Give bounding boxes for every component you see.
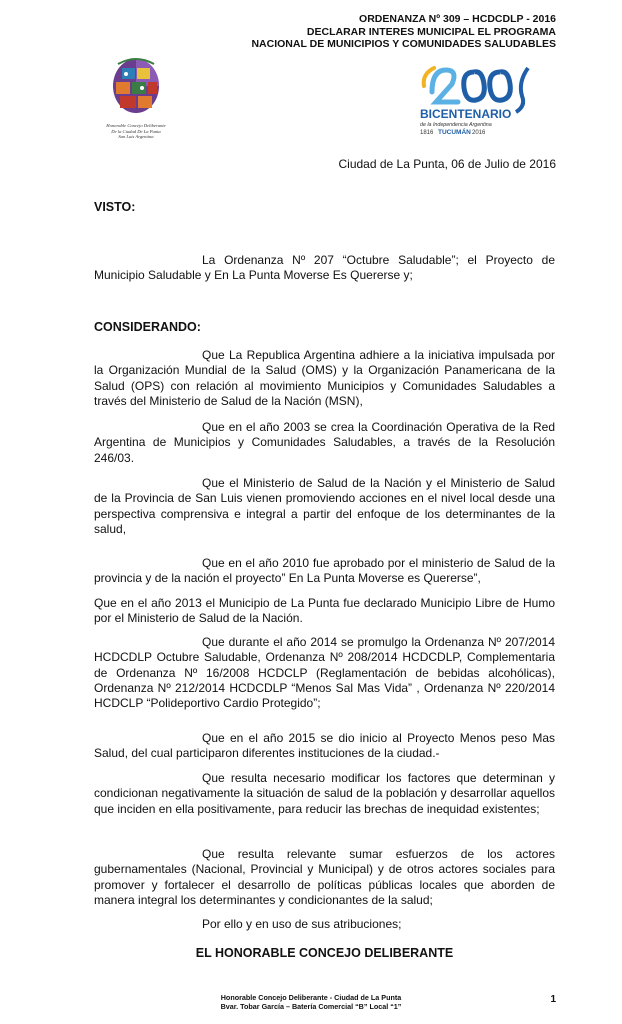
logo-caption-line2: De la Ciudad De La Punta <box>111 128 161 134</box>
considerando-paragraph: Que resulta necesario modificar los factores que determinan y condicionan negativamente la situación de salud de la población y desarrollar aquellos que inciden en ella positivamente, para reducir las brechas de inequidad existentes; <box>94 771 555 816</box>
document-header <box>251 13 556 51</box>
considerando-paragraph: Que en el año 2003 se crea la Coordinación Operativa de la Red Argentina de Municipios y Comunidades Saludables, a través de la Resolución 246/03. <box>94 420 555 465</box>
footer-line2: Bvar. Tobar García – Batería Comercial “B” Local “1” <box>220 1002 402 1011</box>
bicentenario-title: BICENTENARIO <box>420 107 512 121</box>
bicentenario-year-end: 2016 <box>472 130 486 136</box>
considerando-paragraph: Que en el año 2010 fue aprobado por el ministerio de Salud de la provincia y de la nación el proyecto” En La Punta Moverse es Quererse”, <box>94 556 555 586</box>
considerando-heading: CONSIDERANDO: <box>94 320 201 334</box>
considerando-paragraph: Que La Republica Argentina adhiere a la iniciativa impulsada por la Organización Mundial de la Salud (OMS) y la Organización Panamericana de la Salud (OPS) con relación al movimiento Municipios y Comunidades Saludables a través del Ministerio de Salud de la Nación (MSN), <box>94 348 555 408</box>
bicentenario-logo <box>418 62 542 138</box>
bicentenario-subtitle: de la Independencia Argentina <box>420 122 492 128</box>
visto-text: La Ordenanza Nº 207 “Octubre Saludable”; el Proyecto de Municipio Saludable y En La Punta Moverse Es Quererse y; <box>94 253 555 283</box>
considerando-paragraph: Que en el año 2013 el Municipio de La Punta fue declarado Municipio Libre de Humo por el Ministerio de Salud de la Nación. <box>94 596 555 626</box>
header-title-line1: DECLARAR INTERES MUNICIPAL EL PROGRAMA <box>306 25 556 38</box>
footer-line1: Honorable Concejo Deliberante - Ciudad de La Punta <box>220 993 402 1002</box>
bicentenario-place: TUCUMÁN <box>438 129 471 136</box>
considerando-paragraph: Por ello y en uso de sus atribuciones; <box>202 917 402 931</box>
page-number: 1 <box>550 994 556 1005</box>
page-footer <box>0 993 622 1011</box>
logo-caption-line3: San Luis Argentina <box>118 134 154 140</box>
considerando-paragraph: Que resulta relevante sumar esfuerzos de los actores gubernamentales (Nacional, Provincial y Municipal) y de otros actores sociales para promover y fortalecer el desarrollo de políticas públicas locales que aborden de manera integral los determinantes y condicionantes de la salud; <box>94 847 555 907</box>
logo-caption-line1: Honorable Concejo Deliberante <box>106 123 166 128</box>
header-ordinance-number: ORDENANZA Nº 309 – HCDCDLP - 2016 <box>359 13 556 25</box>
visto-heading: VISTO: <box>94 200 136 214</box>
document-date: Ciudad de La Punta, 06 de Julio de 2016 <box>338 157 556 171</box>
considerando-paragraph: Que el Ministerio de Salud de la Nación y el Ministerio de Salud de la Provincia de San Luis vienen promoviendo acciones en el nivel local desde una perspectiva comprensiva e integral a partir del enfoque de los determinantes de la salud, <box>94 476 555 536</box>
council-emblem-icon <box>96 56 176 122</box>
considerando-paragraph: Que en el año 2015 se dio inicio al Proyecto Menos peso Mas Salud, del cual participaron diferentes instituciones de la ciudad.- <box>94 731 555 761</box>
header-title-line2: NACIONAL DE MUNICIPIOS Y COMUNIDADES SALUDABLES <box>251 38 556 50</box>
considerando-paragraph: Que durante el año 2014 se promulgo la Ordenanza Nº 207/2014 HCDCDLP Octubre Saludable, Ordenanza Nº 208/2014 HCDCDLP, Complementaria de Ordenanza Nº 16/2008 HCDCLP (Reglamentación de bebidas alcohólicas), Ordenanza Nº 212/2014 HCDCDLP “Menos Sal Mas Vida” , Ordenanza Nº 220/2014 HCDCLP “Polideportivo Cardio Protegido”; <box>94 635 555 711</box>
council-logo-caption <box>96 123 176 140</box>
closing-title: EL HONORABLE CONCEJO DELIBERANTE <box>195 946 454 960</box>
bicentenario-emblem-icon <box>418 62 542 138</box>
bicentenario-year-start: 1816 <box>420 130 434 136</box>
